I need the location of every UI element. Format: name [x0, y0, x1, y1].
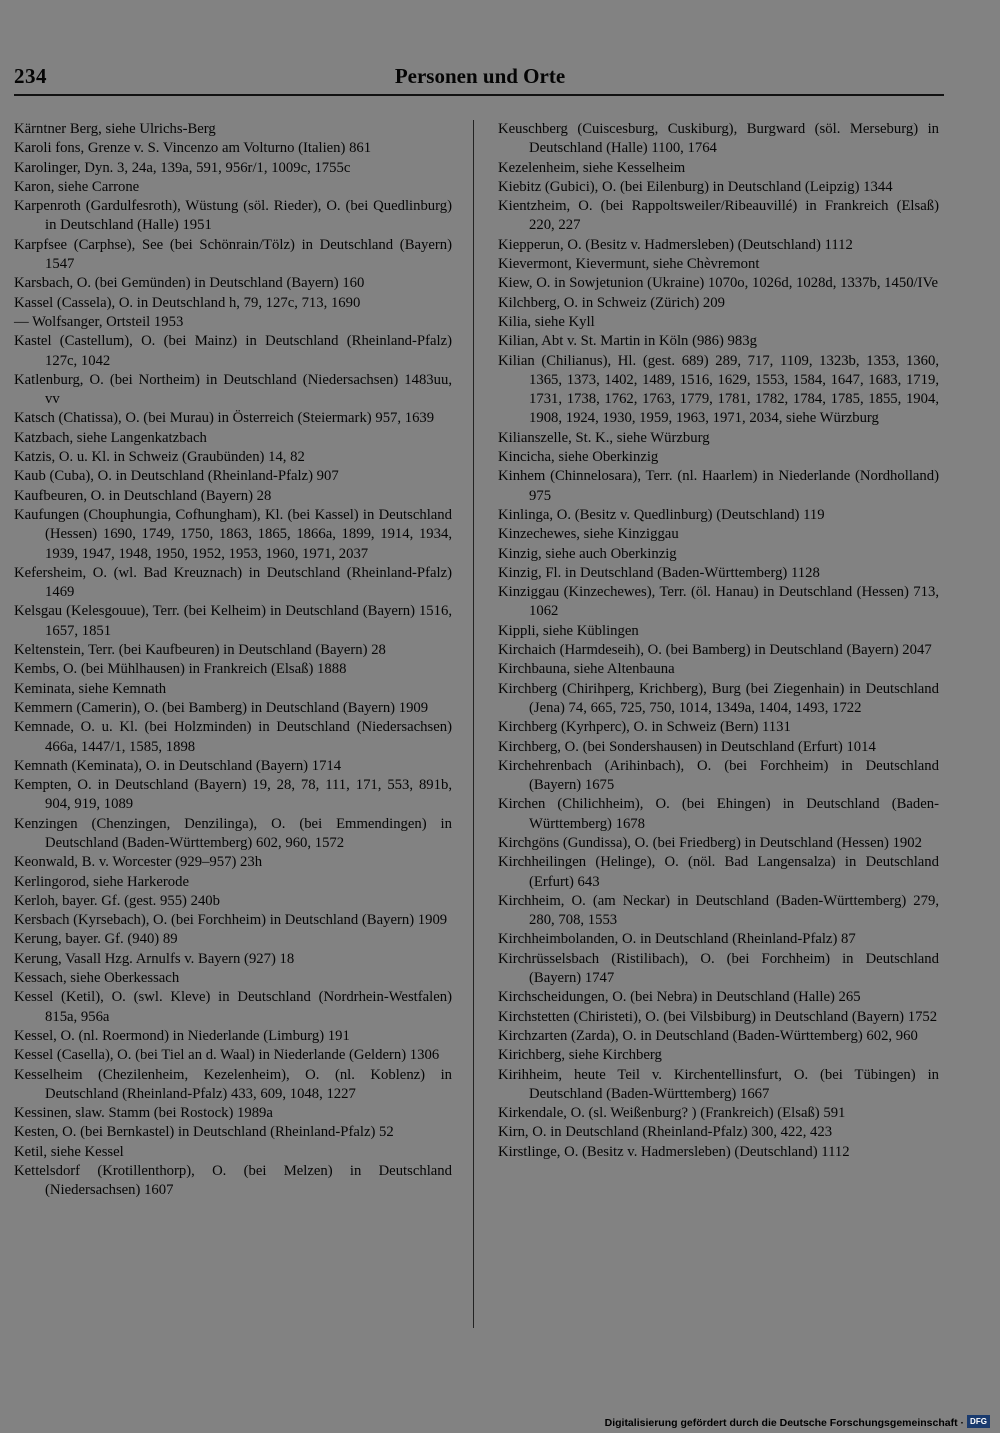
index-entry: Kirchaich (Harmdeseih), O. (bei Bamberg) in Deutschland (Bayern) 2047: [498, 642, 932, 659]
index-entry: Karon, siehe Carrone: [14, 178, 140, 195]
index-entry: Kirihheim, heute Teil v. Kirchentellinsfurt, O. (bei Tübingen) in Deutschland (Baden-Württemberg) 1667: [498, 1066, 939, 1102]
index-entry: Kelsgau (Kelesgouue), Terr. (bei Kelheim) in Deutschland (Bayern) 1516, 1657, 1851: [14, 603, 452, 639]
index-entry: Keuschberg (Cuiscesburg, Cuskiburg), Burgward (söl. Merseburg) in Deutschland (Halle) 1100, 1764: [498, 121, 939, 157]
index-entry: Kenzingen (Chenzingen, Denzilinga), O. (bei Emmendingen) in Deutschland (Baden-Württemberg) 602, 960, 1572: [14, 815, 452, 851]
index-entry: Kersbach (Kyrsebach), O. (bei Forchheim) in Deutschland (Bayern) 1909: [14, 912, 448, 929]
index-entry: Kinhem (Chinnelosara), Terr. (nl. Haarlem) in Niederlande (Nordholland) 975: [498, 468, 939, 504]
index-entry: Kemnade, O. u. Kl. (bei Holzminden) in Deutschland (Niedersachsen) 466a, 1447/1, 1585, 1898: [14, 719, 452, 755]
index-entry: Karpenroth (Gardulfesroth), Wüstung (söl. Rieder), O. (bei Quedlinburg) in Deutschland (Halle) 1951: [14, 198, 452, 234]
index-entry: Kerlingorod, siehe Harkerode: [14, 873, 189, 890]
index-entry: Kirchheilingen (Helinge), O. (nöl. Bad Langensalza) in Deutschland (Erfurt) 643: [498, 854, 939, 890]
index-entry: Kaub (Cuba), O. in Deutschland (Rheinland-Pfalz) 907: [14, 468, 339, 485]
index-entry: Kilian (Chilianus), Hl. (gest. 689) 289, 717, 1109, 1323b, 1353, 1360, 1365, 1373, 1402, 1489, 1516, 1629, 1553, 1584, 1647, 1683, 1719, 1731, 1738, 1762, 1763, 1779, 1781, 1782, 1784, 1785, 1855, 1904, 1908, 1924, 1930, 1959, 1963, 1971, 2034, siehe Würzburg: [498, 352, 939, 427]
footer-credit: Digitalisierung gefördert durch die Deutsche Forschungsgemeinschaft ·: [604, 1417, 964, 1429]
index-entry: Kessel, O. (nl. Roermond) in Niederlande (Limburg) 191: [14, 1027, 350, 1044]
index-entry: Keminata, siehe Kemnath: [14, 680, 167, 697]
index-entry: Kirstlinge, O. (Besitz v. Hadmersleben) (Deutschland) 1112: [498, 1143, 850, 1160]
index-entry: Katlenburg, O. (bei Northeim) in Deutschland (Niedersachsen) 1483uu, vv: [14, 371, 452, 408]
index-entry: Kessach, siehe Oberkessach: [14, 970, 180, 987]
index-entry: Kirn, O. in Deutschland (Rheinland-Pfalz) 300, 422, 423: [498, 1124, 833, 1141]
index-entry: Kettelsdorf (Krotillenthorp), O. (bei Melzen) in Deutschland (Niedersachsen) 1607: [14, 1163, 452, 1199]
index-entry: Kippli, siehe Küblingen: [498, 622, 639, 639]
index-entry: Kessel (Casella), O. (bei Tiel an d. Waal) in Niederlande (Geldern) 1306: [14, 1047, 440, 1064]
page-number: 234: [14, 64, 47, 88]
column-divider: [473, 120, 474, 1328]
index-entry: Kesten, O. (bei Bernkastel) in Deutschland (Rheinland-Pfalz) 52: [14, 1124, 394, 1141]
index-entry: Kirchen (Chilichheim), O. (bei Ehingen) in Deutschland (Baden-Württemberg) 1678: [498, 796, 939, 832]
index-entry: Kesselheim (Chezilenheim, Kezelenheim), O. (nl. Koblenz) in Deutschland (Rheinland-Pfalz) 433, 609, 1048, 1227: [14, 1066, 452, 1102]
index-entry: Kinzig, siehe auch Oberkinzig: [498, 545, 677, 562]
dfg-logo: DFG: [967, 1415, 990, 1428]
index-entry: Kezelenheim, siehe Kesselheim: [498, 159, 686, 176]
right-column: [498, 120, 939, 1162]
index-entry: Kilchberg, O. in Schweiz (Zürich) 209: [498, 294, 725, 311]
index-entry: Kerloh, bayer. Gf. (gest. 955) 240b: [14, 892, 220, 909]
index-entry: Kirchheimbolanden, O. in Deutschland (Rheinland-Pfalz) 87: [498, 931, 856, 948]
index-entry: Keltenstein, Terr. (bei Kaufbeuren) in Deutschland (Bayern) 28: [14, 642, 386, 659]
index-entry: Karolinger, Dyn. 3, 24a, 139a, 591, 956r/1, 1009c, 1755c: [14, 159, 351, 176]
index-entry: Kaufbeuren, O. in Deutschland (Bayern) 28: [14, 487, 272, 504]
running-title: Personen und Orte: [394, 64, 566, 88]
index-entry: Katzbach, siehe Langenkatzbach: [14, 429, 207, 446]
index-entry: Kirchberg, O. (bei Sondershausen) in Deutschland (Erfurt) 1014: [498, 738, 876, 755]
header-rule: [14, 94, 944, 96]
index-entry: Kiew, O. in Sowjetunion (Ukraine) 1070o, 1026d, 1028d, 1337b, 1450/IVe: [498, 275, 939, 292]
index-entry: Kilian, Abt v. St. Martin in Köln (986) 983g: [498, 333, 757, 350]
index-entry: Kirchehrenbach (Arihinbach), O. (bei Forchheim) in Deutschland (Bayern) 1675: [498, 757, 939, 794]
index-entry: Kirkendale, O. (sl. Weißenburg? ) (Frankreich) (Elsaß) 591: [498, 1105, 846, 1122]
left-column: [14, 120, 452, 1201]
index-entry: Kirchheim, O. (am Neckar) in Deutschland (Baden-Württemberg) 279, 280, 708, 1553: [498, 892, 939, 929]
index-entry: Kefersheim, O. (wl. Bad Kreuznach) in Deutschland (Rheinland-Pfalz) 1469: [14, 564, 452, 601]
index-entry: Kilia, siehe Kyll: [498, 313, 595, 330]
index-entry: Kerung, bayer. Gf. (940) 89: [14, 931, 178, 948]
index-entry: Kassel (Cassela), O. in Deutschland h, 79, 127c, 713, 1690: [14, 294, 361, 311]
index-entry: Keonwald, B. v. Worcester (929–957) 23h: [14, 854, 263, 871]
index-entry: Karoli fons, Grenze v. S. Vincenzo am Volturno (Italien) 861: [14, 140, 372, 157]
index-entry: Katsch (Chatissa), O. (bei Murau) in Österreich (Steiermark) 957, 1639: [14, 410, 435, 427]
index-entry: Ketil, siehe Kessel: [14, 1143, 124, 1160]
index-entry: — Wolfsanger, Ortsteil 1953: [14, 313, 184, 330]
index-entry: Kirchzarten (Zarda), O. in Deutschland (Baden-Württemberg) 602, 960: [498, 1027, 918, 1044]
index-entry: Katzis, O. u. Kl. in Schweiz (Graubünden) 14, 82: [14, 449, 305, 466]
index-entry: Kerung, Vasall Hzg. Arnulfs v. Bayern (927) 18: [14, 950, 295, 967]
index-entry: Kirchstetten (Chiristeti), O. (bei Vilsbiburg) in Deutschland (Bayern) 1752: [498, 1008, 938, 1025]
index-entry: Kessel (Ketil), O. (swl. Kleve) in Deutschland (Nordrhein-Westfalen) 815a, 956a: [14, 989, 452, 1025]
index-entry: Kincicha, siehe Oberkinzig: [498, 449, 659, 466]
index-entry: Kirchberg (Kyrhperc), O. in Schweiz (Bern) 1131: [498, 719, 791, 736]
index-entry: Kärntner Berg, siehe Ulrichs-Berg: [14, 121, 216, 137]
index-entry: Kientzheim, O. (bei Rappoltsweiler/Ribeauvillé) in Frankreich (Elsaß) 220, 227: [498, 198, 939, 234]
index-entry: Kemnath (Keminata), O. in Deutschland (Bayern) 1714: [14, 757, 342, 774]
index-entry: Kastel (Castellum), O. (bei Mainz) in Deutschland (Rheinland-Pfalz) 127c, 1042: [14, 333, 452, 369]
index-entry: Karpfsee (Carphse), See (bei Schönrain/Tölz) in Deutschland (Bayern) 1547: [14, 236, 452, 273]
index-entry: Kaufungen (Chouphungia, Cofhungham), Kl. (bei Kassel) in Deutschland (Hessen) 1690, 1749, 1750, 1863, 1865, 1866a, 1899, 1914, 1934, 1939, 1947, 1948, 1950, 1952, 1953, 1960, 1971, 2037: [14, 506, 452, 562]
index-entry: Kinziggau (Kinzechewes), Terr. (öl. Hanau) in Deutschland (Hessen) 713, 1062: [498, 584, 939, 620]
index-entry: Kirichberg, siehe Kirchberg: [498, 1047, 662, 1064]
index-entry: Kessinen, slaw. Stamm (bei Rostock) 1989a: [14, 1105, 273, 1122]
index-entry: Kirchberg (Chirihperg, Krichberg), Burg (bei Ziegenhain) in Deutschland (Jena) 74, 665, 725, 750, 1014, 1349a, 1404, 1493, 1722: [498, 680, 939, 716]
index-entry: Kirchscheidungen, O. (bei Nebra) in Deutschland (Halle) 265: [498, 989, 861, 1006]
index-entry: Kirchgöns (Gundissa), O. (bei Friedberg) in Deutschland (Hessen) 1902: [498, 834, 922, 851]
index-entry: Kinzechewes, siehe Kinziggau: [498, 526, 679, 543]
index-entry: Kirchrüsselsbach (Ristilibach), O. (bei Forchheim) in Deutschland (Bayern) 1747: [498, 950, 939, 987]
index-entry: Kempten, O. in Deutschland (Bayern) 19, 28, 78, 111, 171, 553, 891b, 904, 919, 1089: [14, 777, 452, 813]
index-entry: Kinzig, Fl. in Deutschland (Baden-Württemberg) 1128: [498, 564, 820, 581]
index-entry: Kirchbauna, siehe Altenbauna: [498, 661, 675, 678]
index-entry: Kemmern (Camerin), O. (bei Bamberg) in Deutschland (Bayern) 1909: [14, 699, 429, 716]
index-entry: Kinlinga, O. (Besitz v. Quedlinburg) (Deutschland) 119: [498, 506, 825, 523]
index-entry: Karsbach, O. (bei Gemünden) in Deutschland (Bayern) 160: [14, 275, 365, 292]
index-entry: Kilianszelle, St. K., siehe Würzburg: [498, 429, 710, 446]
index-entry: Kievermont, Kievermunt, siehe Chèvremont: [498, 256, 760, 273]
index-entry: Kembs, O. (bei Mühlhausen) in Frankreich (Elsaß) 1888: [14, 661, 347, 678]
index-entry: Kiepperun, O. (Besitz v. Hadmersleben) (Deutschland) 1112: [498, 236, 853, 253]
index-entry: Kiebitz (Gubici), O. (bei Eilenburg) in Deutschland (Leipzig) 1344: [498, 178, 893, 195]
